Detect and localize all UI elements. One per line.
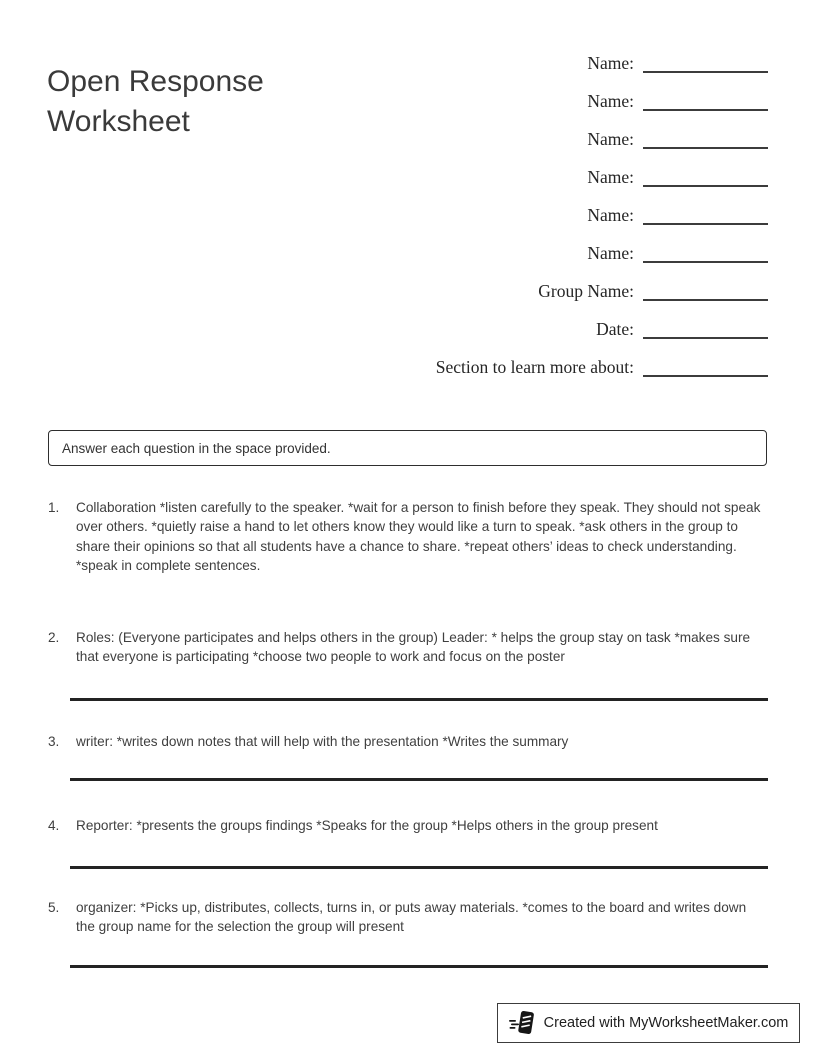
question-number: 3.	[48, 734, 60, 749]
name-label: Name:	[587, 166, 634, 187]
date-input-line[interactable]	[643, 337, 768, 339]
name-input-line[interactable]	[643, 185, 768, 187]
answer-line-q5[interactable]	[70, 965, 768, 968]
name-label: Name:	[587, 90, 634, 111]
header-fields	[436, 44, 768, 386]
group-name-field-row	[436, 272, 768, 310]
name-input-line[interactable]	[643, 147, 768, 149]
question-item-4	[48, 816, 768, 835]
name-field-row	[436, 234, 768, 272]
name-field-row	[436, 158, 768, 196]
section-field-row	[436, 348, 768, 386]
question-text: organizer: *Picks up, distributes, collects, turns in, or puts away materials. *comes to the board and writes down the group name for the selection the group will present	[76, 900, 747, 935]
name-input-line[interactable]	[643, 71, 768, 73]
flying-worksheet-icon	[509, 1010, 535, 1036]
answer-line-q4[interactable]	[70, 866, 768, 869]
name-label: Name:	[587, 204, 634, 225]
name-field-row	[436, 44, 768, 82]
name-field-row	[436, 82, 768, 120]
question-text: Reporter: *presents the groups findings *Speaks for the group *Helps others in the group present	[76, 818, 658, 833]
date-label: Date:	[596, 318, 634, 339]
question-number: 4.	[48, 818, 60, 833]
date-field-row	[436, 310, 768, 348]
question-number: 1.	[48, 500, 60, 515]
question-item-2	[48, 628, 768, 667]
page-title: Open Response Worksheet	[47, 65, 264, 139]
credit-text: Created with MyWorksheetMaker.com	[543, 1015, 789, 1031]
answer-line-q2[interactable]	[70, 698, 768, 701]
question-item-3	[48, 732, 768, 751]
name-input-line[interactable]	[643, 109, 768, 111]
question-text: Roles: (Everyone participates and helps others in the group) Leader: * helps the group stay on task *makes sure that everyone is participating *choose two people to work and focus on the poster	[76, 630, 751, 665]
group-name-label: Group Name:	[538, 280, 634, 301]
name-label: Name:	[587, 128, 634, 149]
question-item-1	[48, 498, 768, 575]
name-input-line[interactable]	[643, 223, 768, 225]
name-input-line[interactable]	[643, 261, 768, 263]
name-label: Name:	[587, 242, 634, 263]
group-name-input-line[interactable]	[643, 299, 768, 301]
answer-line-q3[interactable]	[70, 778, 768, 781]
section-input-line[interactable]	[643, 375, 768, 377]
question-item-5	[48, 898, 768, 937]
question-text: Collaboration *listen carefully to the speaker. *wait for a person to finish before they speak. They should not speak over others. *quietly raise a hand to let others know they would like a turn to speak. *ask others in the group to share their opinions so that all students have a chance to share. *repeat others’ ideas to check understanding. *speak in complete sentences.	[76, 500, 761, 573]
name-field-row	[436, 196, 768, 234]
question-number: 5.	[48, 900, 60, 915]
name-label: Name:	[587, 52, 634, 73]
question-text: writer: *writes down notes that will help with the presentation *Writes the summary	[76, 734, 569, 749]
question-number: 2.	[48, 630, 60, 645]
name-field-row	[436, 120, 768, 158]
worksheetmaker-credit-badge[interactable]	[497, 1003, 800, 1043]
section-label: Section to learn more about:	[435, 356, 634, 377]
instructions-box	[48, 430, 767, 466]
instructions-text: Answer each question in the space provided.	[62, 440, 331, 456]
